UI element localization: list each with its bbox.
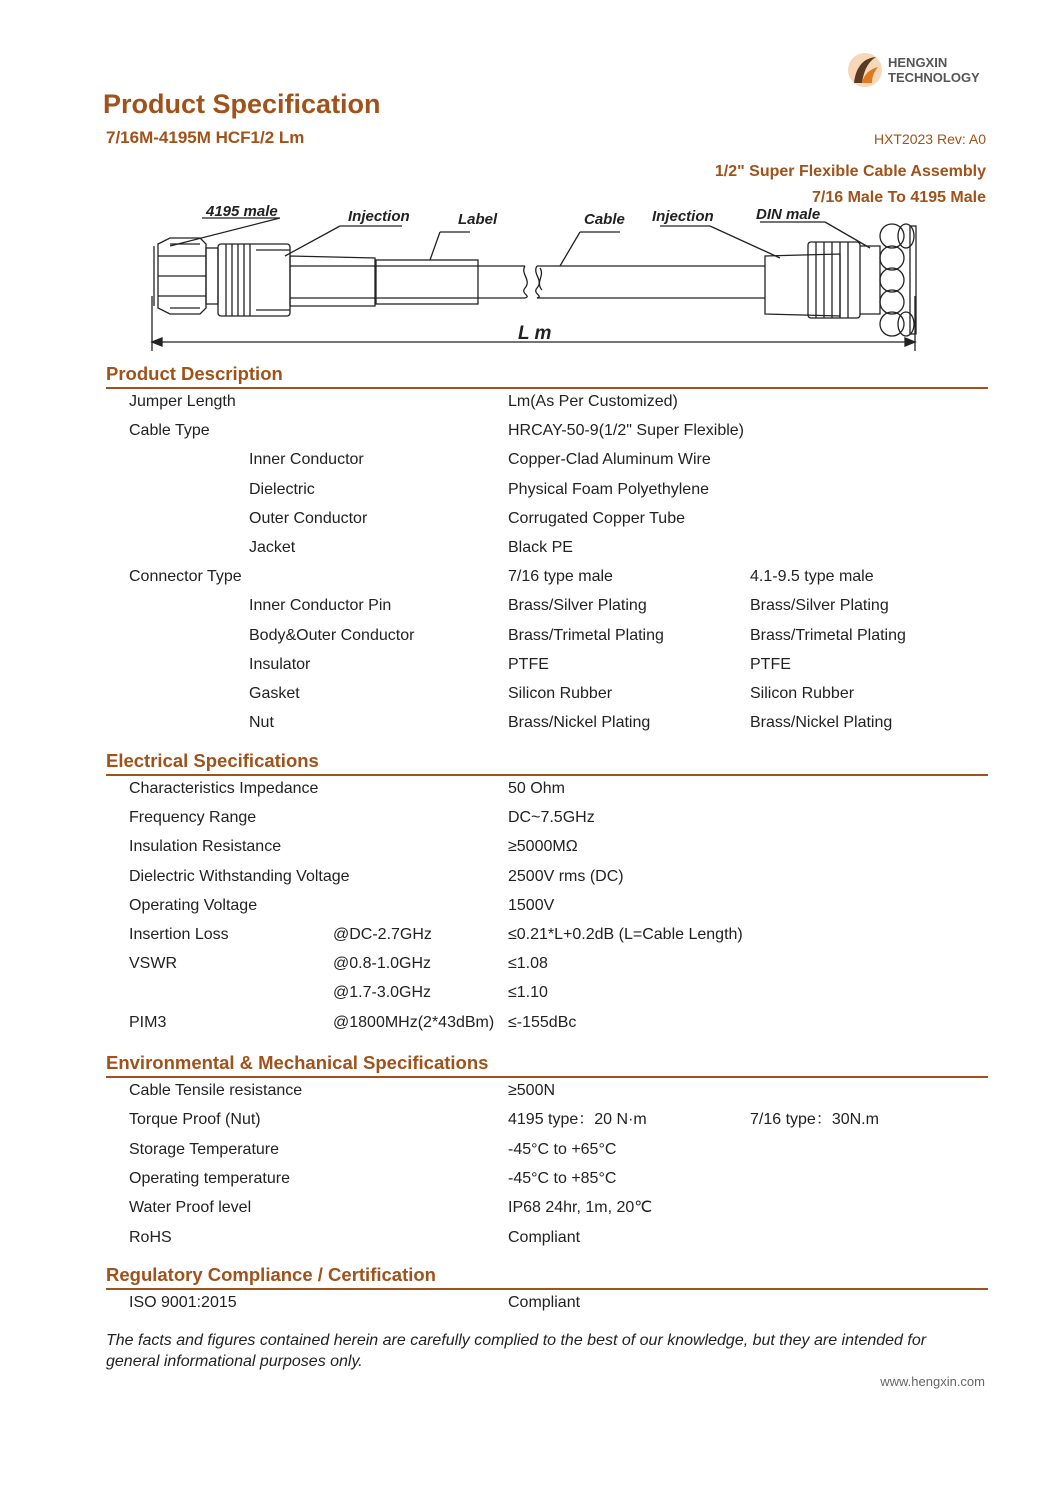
spec-value: 4195 type：20 N·m [508, 1111, 647, 1129]
spec-row [0, 1228, 1060, 1257]
regulatory-section [106, 1263, 988, 1290]
label-cable: Cable [584, 211, 625, 228]
spec-value: Brass/Nickel Plating [508, 714, 651, 732]
spec-row [0, 421, 1060, 450]
section-heading: Product Description [106, 363, 283, 384]
spec-value: 2500V rms (DC) [508, 867, 624, 885]
spec-value: Copper-Clad Aluminum Wire [508, 451, 711, 469]
label-4195-male: 4195 male [206, 203, 278, 220]
spec-value: Physical Foam Polyethylene [508, 480, 709, 498]
spec-value: Brass/Trimetal Plating [508, 626, 664, 644]
section-heading: Regulatory Compliance / Certification [106, 1264, 436, 1285]
spec-row [0, 509, 1060, 538]
label-din-male: DIN male [756, 206, 821, 223]
spec-row [0, 1013, 1060, 1042]
spec-label: Connector Type [129, 568, 242, 586]
section-divider [106, 1076, 988, 1078]
disclaimer-line2: general informational purposes only. [106, 1353, 363, 1370]
website-link[interactable]: www.hengxin.com [880, 1374, 985, 1389]
spec-row [0, 837, 1060, 866]
spec-value: DC~7.5GHz [508, 809, 595, 827]
document-number: HXT2023 Rev: A0 [873, 131, 986, 147]
spec-row [0, 480, 1060, 509]
logo-text-line2: TECHNOLOGY [888, 70, 980, 85]
section-divider [106, 774, 988, 776]
spec-row [0, 1293, 1060, 1322]
spec-value-secondary: PTFE [750, 655, 791, 673]
environmental-section [106, 1051, 988, 1078]
spec-label: Jumper Length [129, 393, 236, 410]
spec-value: Black PE [508, 539, 573, 556]
cable-assembly-diagram [140, 196, 930, 358]
spec-value-secondary: Silicon Rubber [750, 685, 855, 702]
product-description-section [106, 362, 988, 389]
spec-row [0, 808, 1060, 837]
section-divider [106, 1288, 988, 1290]
spec-label: Operating Voltage [129, 896, 258, 914]
spec-value: Lm(As Per Customized) [508, 393, 678, 410]
spec-condition: @DC-2.7GHz [333, 926, 432, 943]
spec-value: ≤1.10 [508, 984, 548, 1002]
spec-value: Brass/Silver Plating [508, 597, 647, 615]
company-logo [846, 52, 996, 88]
spec-row [0, 925, 1060, 954]
spec-label: ISO 9001:2015 [129, 1294, 237, 1311]
spec-value-secondary: Brass/Silver Plating [750, 597, 889, 615]
spec-row [0, 655, 1060, 684]
spec-value: ≤-155dBc [508, 1013, 577, 1031]
spec-label: Dielectric Withstanding Voltage [129, 867, 350, 885]
spec-sublabel: Nut [249, 714, 274, 732]
spec-value: Corrugated Copper Tube [508, 509, 685, 527]
hengxin-logo-icon [846, 52, 884, 88]
spec-row [0, 1140, 1060, 1169]
spec-row [0, 1081, 1060, 1110]
spec-row [0, 450, 1060, 479]
spec-label: Insulation Resistance [129, 838, 282, 856]
label-label: Label [458, 211, 498, 228]
spec-label: Torque Proof (Nut) [129, 1111, 261, 1129]
spec-value: Compliant [508, 1294, 581, 1311]
spec-sublabel: Inner Conductor Pin [249, 597, 392, 615]
electrical-section [106, 749, 988, 776]
spec-row [0, 626, 1060, 655]
spec-row [0, 779, 1060, 808]
spec-row [0, 867, 1060, 896]
spec-value: 50 Ohm [508, 780, 565, 797]
label-injection-right: Injection [652, 208, 714, 225]
page-title: Product Specification [103, 89, 381, 119]
spec-label: RoHS [129, 1228, 172, 1246]
spec-label: Water Proof level [129, 1199, 252, 1217]
spec-sublabel: Gasket [249, 685, 300, 702]
spec-row [0, 983, 1060, 1012]
spec-label: Characteristics Impedance [129, 780, 319, 797]
spec-value: Compliant [508, 1228, 581, 1246]
spec-value: ≤1.08 [508, 955, 548, 973]
label-injection-left: Injection [348, 208, 410, 225]
spec-value-secondary: Brass/Nickel Plating [750, 714, 893, 732]
spec-row [0, 896, 1060, 925]
spec-value: Silicon Rubber [508, 685, 613, 702]
spec-row [0, 538, 1060, 567]
spec-label: VSWR [129, 955, 177, 973]
spec-value-secondary: Brass/Trimetal Plating [750, 626, 906, 644]
spec-row [0, 684, 1060, 713]
label-length: L m [518, 323, 552, 344]
product-title-line1: 1/2" Super Flexible Cable Assembly [714, 163, 986, 180]
spec-value-secondary: 4.1-9.5 type male [750, 568, 874, 586]
spec-value-secondary: 7/16 type：30N.m [750, 1111, 879, 1129]
spec-value: 7/16 type male [508, 568, 613, 586]
spec-row [0, 1198, 1060, 1227]
model-number: 7/16M-4195M HCF1/2 Lm [106, 128, 305, 147]
section-heading: Environmental & Mechanical Specifications [106, 1052, 489, 1073]
section-divider [106, 387, 988, 389]
spec-value: -45°C to +65°C [508, 1140, 617, 1158]
spec-sublabel: Insulator [249, 655, 311, 673]
spec-value: ≥500N [508, 1082, 556, 1099]
left-connector-body [218, 244, 290, 316]
spec-value: 1500V [508, 896, 555, 914]
spec-sublabel: Jacket [249, 539, 296, 556]
spec-row [0, 954, 1060, 983]
spec-value: ≤0.21*L+0.2dB (L=Cable Length) [508, 926, 743, 943]
spec-value: -45°C to +85°C [508, 1169, 617, 1187]
spec-label: Storage Temperature [129, 1140, 280, 1158]
spec-condition: @1800MHz(2*43dBm) [333, 1013, 495, 1031]
spec-row [0, 1169, 1060, 1198]
spec-sublabel: Dielectric [249, 480, 315, 498]
spec-condition: @0.8-1.0GHz [333, 955, 432, 973]
right-injection [765, 254, 840, 316]
spec-sublabel: Body&Outer Conductor [249, 626, 415, 644]
right-hex-nut [880, 224, 916, 336]
spec-condition: @1.7-3.0GHz [333, 984, 432, 1002]
spec-label: Operating temperature [129, 1169, 290, 1187]
spec-sublabel: Outer Conductor [249, 509, 368, 527]
spec-row [0, 392, 1060, 421]
spec-label: PIM3 [129, 1013, 167, 1031]
spec-label: Frequency Range [129, 809, 257, 827]
spec-value: HRCAY-50-9(1/2" Super Flexible) [508, 422, 744, 440]
spec-label: Cable Type [129, 422, 210, 440]
spec-sublabel: Inner Conductor [249, 451, 364, 469]
spec-row [0, 596, 1060, 625]
spec-row [0, 713, 1060, 742]
spec-value: ≥5000MΩ [508, 838, 578, 856]
logo-text-line1: HENGXIN [888, 55, 948, 70]
disclaimer-line1: The facts and figures contained herein are carefully complied to the best of our knowledge, but they are intended for [106, 1332, 927, 1349]
spec-value: PTFE [508, 655, 549, 673]
spec-value: IP68 24hr, 1m, 20℃ [508, 1199, 653, 1217]
spec-label: Insertion Loss [129, 926, 229, 943]
spec-label: Cable Tensile resistance [129, 1082, 303, 1099]
section-heading: Electrical Specifications [106, 750, 319, 771]
spec-row [0, 1110, 1060, 1139]
spec-row [0, 567, 1060, 596]
product-title-line2: 7/16 Male To 4195 Male [811, 189, 986, 206]
